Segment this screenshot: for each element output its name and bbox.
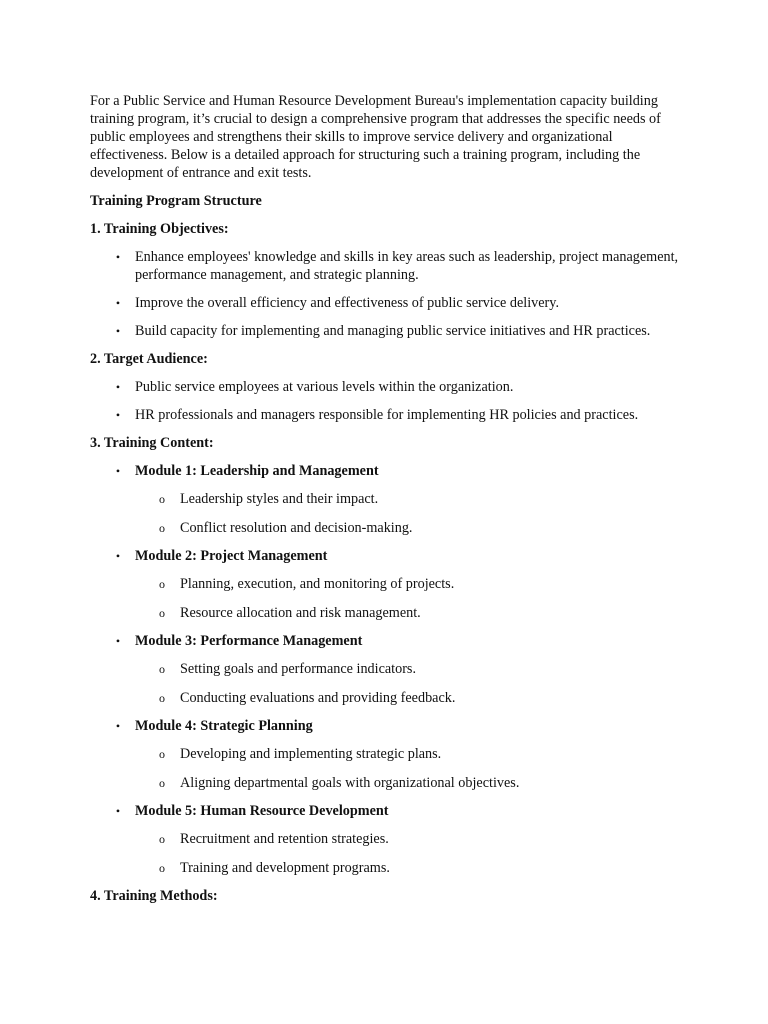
- topic-item: [135, 689, 690, 707]
- bullet-icon: •: [115, 634, 121, 648]
- topic-item: [135, 830, 690, 848]
- circle-bullet-icon: o: [159, 861, 165, 875]
- bullet-icon: •: [115, 549, 121, 563]
- topic-text: Setting goals and performance indicators.: [180, 661, 416, 677]
- audience-heading: 2. Target Audience:: [90, 351, 208, 367]
- topic-text: Leadership styles and their impact.: [180, 491, 379, 507]
- module-topics: [135, 660, 690, 707]
- methods-heading: 4. Training Methods:: [90, 888, 218, 904]
- module-topics: [135, 490, 690, 537]
- objectives-heading: 1. Training Objectives:: [90, 221, 229, 237]
- module-topics: [135, 575, 690, 622]
- list-item-text: Build capacity for implementing and managing public service initiatives and HR practices.: [135, 323, 651, 339]
- bullet-icon: •: [115, 380, 121, 394]
- topic-text: Conflict resolution and decision-making.: [180, 520, 413, 536]
- module-item: [90, 632, 690, 707]
- bullet-icon: •: [115, 408, 121, 422]
- module-item: [90, 547, 690, 622]
- circle-bullet-icon: o: [159, 691, 165, 705]
- circle-bullet-icon: o: [159, 747, 165, 761]
- bullet-icon: •: [115, 719, 121, 733]
- list-item: [90, 322, 690, 340]
- list-item-text: HR professionals and managers responsible for implementing HR policies and practices.: [135, 407, 639, 423]
- circle-bullet-icon: o: [159, 662, 165, 676]
- bullet-icon: •: [115, 464, 121, 478]
- module-title: Module 2: Project Management: [135, 548, 328, 564]
- topic-item: [135, 604, 690, 622]
- list-item: [90, 378, 690, 396]
- circle-bullet-icon: o: [159, 832, 165, 846]
- module-title: Module 4: Strategic Planning: [135, 718, 313, 734]
- audience-list: [90, 378, 690, 424]
- objectives-list: [90, 248, 690, 340]
- intro-paragraph: For a Public Service and Human Resource Development Bureau's implementation capacity building training program, it’s crucial to design a comprehensive program that addresses the specific needs of public employees and strengthens their skills to improve service delivery and organizational effectiveness. Below is a detailed approach for structuring such a training program, including the development of entrance and exit tests.: [90, 93, 661, 181]
- topic-item: [135, 519, 690, 537]
- list-item: [90, 406, 690, 424]
- topic-text: Training and development programs.: [180, 860, 390, 876]
- list-item-text: Improve the overall efficiency and effectiveness of public service delivery.: [135, 295, 559, 311]
- topic-item: [135, 745, 690, 763]
- circle-bullet-icon: o: [159, 606, 165, 620]
- topic-item: [135, 859, 690, 877]
- circle-bullet-icon: o: [159, 776, 165, 790]
- structure-heading: Training Program Structure: [90, 193, 262, 209]
- module-topics: [135, 745, 690, 792]
- module-title: Module 5: Human Resource Development: [135, 803, 389, 819]
- module-item: [90, 717, 690, 792]
- topic-text: Planning, execution, and monitoring of projects.: [180, 576, 455, 592]
- topic-item: [135, 490, 690, 508]
- document-page: [90, 92, 690, 915]
- list-item: [90, 248, 690, 284]
- list-item-text: Enhance employees' knowledge and skills in key areas such as leadership, project management, performance management, and strategic planning.: [135, 249, 679, 283]
- module-title: Module 3: Performance Management: [135, 633, 363, 649]
- content-heading: 3. Training Content:: [90, 435, 214, 451]
- topic-text: Aligning departmental goals with organizational objectives.: [180, 775, 520, 791]
- topic-text: Resource allocation and risk management.: [180, 605, 421, 621]
- circle-bullet-icon: o: [159, 577, 165, 591]
- bullet-icon: •: [115, 250, 121, 264]
- topic-text: Recruitment and retention strategies.: [180, 831, 389, 847]
- bullet-icon: •: [115, 296, 121, 310]
- topic-item: [135, 575, 690, 593]
- bullet-icon: •: [115, 324, 121, 338]
- modules-list: [90, 462, 690, 877]
- topic-item: [135, 774, 690, 792]
- bullet-icon: •: [115, 804, 121, 818]
- topic-item: [135, 660, 690, 678]
- module-item: [90, 462, 690, 537]
- module-topics: [135, 830, 690, 877]
- circle-bullet-icon: o: [159, 492, 165, 506]
- circle-bullet-icon: o: [159, 521, 165, 535]
- list-item-text: Public service employees at various levels within the organization.: [135, 379, 514, 395]
- topic-text: Developing and implementing strategic plans.: [180, 746, 442, 762]
- module-item: [90, 802, 690, 877]
- topic-text: Conducting evaluations and providing feedback.: [180, 690, 456, 706]
- list-item: [90, 294, 690, 312]
- module-title: Module 1: Leadership and Management: [135, 463, 379, 479]
